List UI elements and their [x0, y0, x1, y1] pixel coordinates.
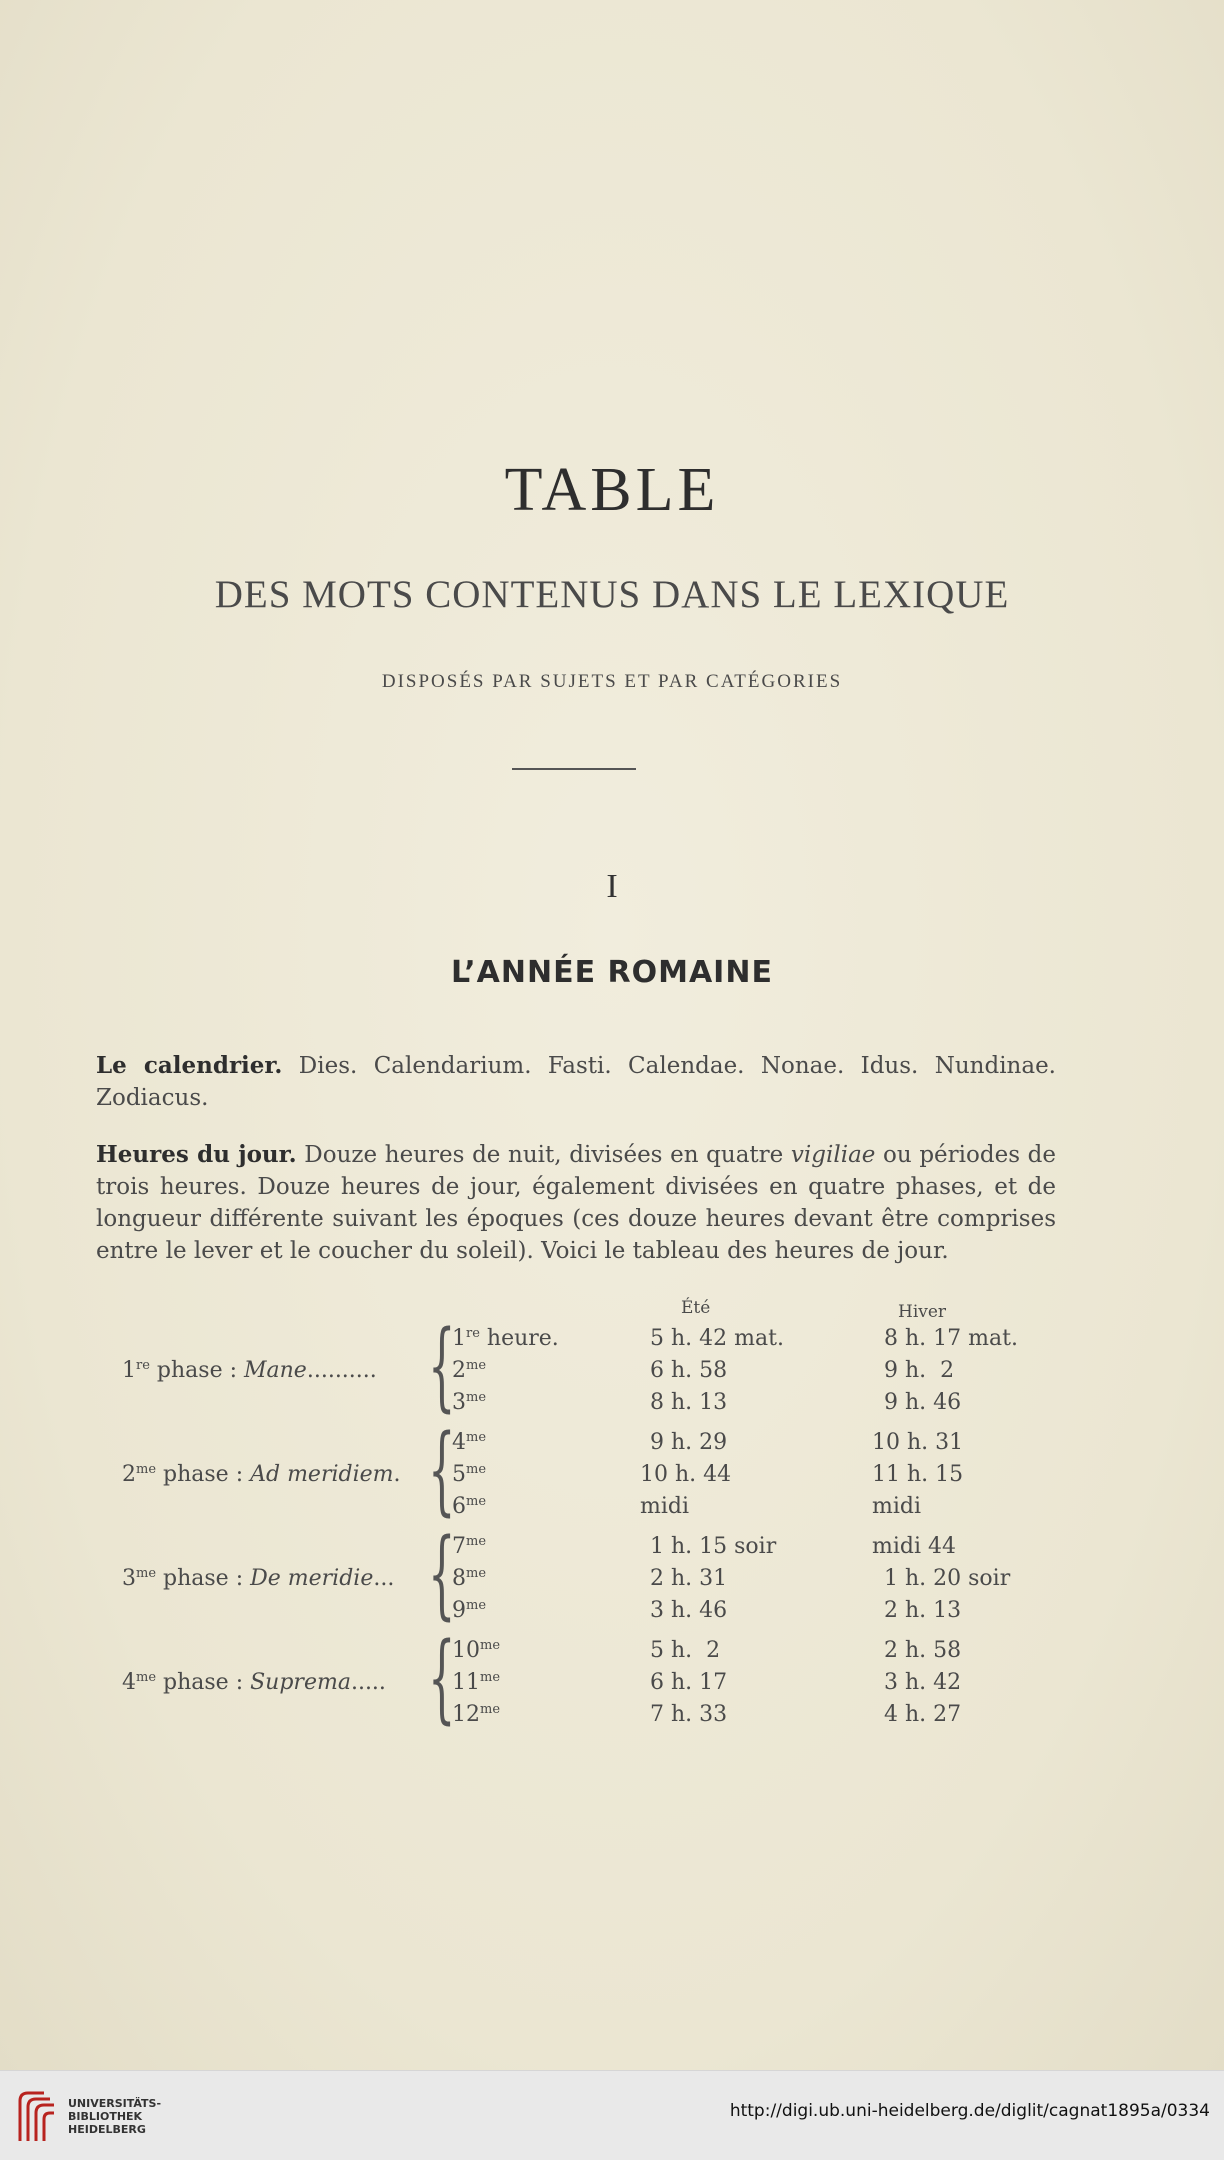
hiver-time: 4 h. 27: [884, 1702, 962, 1727]
hour-ordinal: me: [480, 1702, 501, 1717]
hour-ordinal: me: [466, 1566, 487, 1581]
hour-label: [452, 1390, 486, 1415]
hour-ordinal: me: [466, 1358, 487, 1373]
ete-time: 6 h. 58: [650, 1358, 728, 1383]
hiver-time: 1 h. 20 soir: [884, 1566, 1011, 1591]
hour-label: [452, 1430, 486, 1455]
paragraph-lead: Le calendrier.: [96, 1052, 283, 1079]
hour-label: [452, 1358, 486, 1383]
library-name: [68, 2097, 161, 2136]
phase-word: phase :: [156, 1462, 251, 1487]
hiver-time: 2 h. 13: [884, 1598, 962, 1623]
hour-number: 9: [452, 1598, 466, 1623]
hiver-time: midi: [872, 1494, 922, 1519]
ete-time: 1 h. 15 soir: [650, 1534, 777, 1559]
hour-ordinal: me: [466, 1534, 487, 1549]
phase-number: 3: [122, 1566, 136, 1591]
ete-time: 7 h. 33: [650, 1702, 728, 1727]
hour-label: [452, 1566, 486, 1591]
hiver-time: 2 h. 58: [884, 1638, 962, 1663]
hour-number: 3: [452, 1390, 466, 1415]
ete-time: 5 h. 42 mat.: [650, 1326, 784, 1351]
hour-label: [452, 1494, 486, 1519]
hour-number: 2: [452, 1358, 466, 1383]
phase-label: [122, 1670, 386, 1695]
page-subtitle-secondary: DISPOSÉS PAR SUJETS ET PAR CATÉGORIES: [381, 671, 843, 692]
phase-word: phase :: [156, 1566, 251, 1591]
hour-number: 10: [452, 1638, 480, 1663]
hiver-time: 10 h. 31: [872, 1430, 964, 1455]
phase-ordinal: re: [136, 1358, 150, 1373]
hour-ordinal: me: [480, 1670, 501, 1685]
hour-label: [452, 1462, 486, 1487]
phase-brace: {: [428, 1622, 456, 1734]
phase-number: 2: [122, 1462, 136, 1487]
page-title: TABLE: [504, 456, 720, 524]
phase-ordinal: me: [136, 1670, 157, 1685]
paragraph-italic: vigiliae: [790, 1142, 876, 1168]
phase-dots: ..........: [306, 1358, 377, 1383]
hour-ordinal: me: [480, 1638, 501, 1653]
hiver-time: 9 h. 46: [884, 1390, 962, 1415]
hiver-time: 9 h. 2: [884, 1358, 955, 1383]
hour-label: [452, 1638, 500, 1663]
hour-ordinal: me: [466, 1430, 487, 1445]
hour-label: [452, 1702, 500, 1727]
hiver-time: 11 h. 15: [872, 1462, 964, 1487]
hour-number: 4: [452, 1430, 466, 1455]
column-header-hiver: Hiver: [898, 1302, 947, 1322]
phase-word: phase :: [149, 1358, 244, 1383]
hour-number: 8: [452, 1566, 466, 1591]
phase-dots: .....: [350, 1670, 386, 1695]
hour-label: [452, 1534, 486, 1559]
chapter-number: I: [606, 868, 618, 905]
phase-brace: {: [428, 1310, 456, 1422]
phase-brace: {: [428, 1518, 456, 1630]
phase-brace: {: [428, 1414, 456, 1526]
hour-number: 12: [452, 1702, 480, 1727]
hour-suffix: heure.: [479, 1326, 559, 1351]
hour-number: 7: [452, 1534, 466, 1559]
library-logo-icon: [14, 2087, 58, 2147]
footer-bar: [0, 2070, 1224, 2160]
phase-name: De meridie: [250, 1566, 374, 1591]
page-subtitle: DES MOTS CONTENUS DANS LE LEXIQUE: [214, 573, 1010, 616]
hour-label: [452, 1598, 486, 1623]
phase-dots: .: [393, 1462, 401, 1487]
phase-label: [122, 1358, 377, 1383]
phase-ordinal: me: [136, 1566, 157, 1581]
hour-number: 6: [452, 1494, 466, 1519]
paragraph-lead: Heures du jour.: [96, 1141, 297, 1168]
hour-label: [452, 1326, 559, 1351]
phase-word: phase :: [156, 1670, 251, 1695]
ete-time: 2 h. 31: [650, 1566, 728, 1591]
hiver-time: 8 h. 17 mat.: [884, 1326, 1018, 1351]
phase-ordinal: me: [136, 1462, 157, 1477]
phase-name: Ad meridiem: [250, 1462, 394, 1487]
hiver-time: 3 h. 42: [884, 1670, 962, 1695]
library-name-line: UNIVERSITÄTS-: [68, 2097, 162, 2110]
hiver-time: midi 44: [872, 1534, 957, 1559]
hour-number: 5: [452, 1462, 466, 1487]
source-url-link[interactable]: http://digi.ub.uni-heidelberg.de/diglit/cagnat1895a/0334: [729, 2101, 1210, 2121]
hour-ordinal: me: [466, 1494, 487, 1509]
paragraph-text: Douze heures de nuit, divisées en quatre: [296, 1142, 791, 1168]
hour-label: [452, 1670, 500, 1695]
ete-time: 3 h. 46: [650, 1598, 728, 1623]
phase-name: Suprema: [250, 1670, 351, 1695]
phase-number: 4: [122, 1670, 136, 1695]
section-heading: L’ANNÉE ROMAINE: [451, 955, 773, 990]
hour-ordinal: re: [466, 1326, 480, 1341]
ete-time: 10 h. 44: [640, 1462, 732, 1487]
hour-ordinal: me: [466, 1462, 487, 1477]
library-name-line: BIBLIOTHEK: [68, 2110, 143, 2123]
ete-time: 9 h. 29: [650, 1430, 728, 1455]
hour-ordinal: me: [466, 1598, 487, 1613]
paragraph-text: Dies. Calendarium. Fasti. Calendae. Nonae. Idus. Nundinae. Zodiacus.: [96, 1053, 1056, 1111]
hour-ordinal: me: [466, 1390, 487, 1405]
ete-time: midi: [640, 1494, 690, 1519]
library-name-line: HEIDELBERG: [68, 2123, 146, 2136]
ete-time: 6 h. 17: [650, 1670, 728, 1695]
phase-number: 1: [122, 1358, 136, 1383]
phase-label: [122, 1566, 394, 1591]
phase-label: [122, 1462, 401, 1487]
paragraph-text: ou périodes de trois heures. Douze heures de jour, également divisées en quatre phases, et de longueur différente suivant les époques (ces douze heures devant être comprises entre le lever et le coucher du soleil). Voici le tableau des heures de jour.: [96, 1142, 1056, 1264]
hour-number: 11: [452, 1670, 480, 1695]
hour-number: 1: [452, 1326, 466, 1351]
ete-time: 5 h. 2: [650, 1638, 721, 1663]
ete-time: 8 h. 13: [650, 1390, 728, 1415]
phase-dots: ...: [373, 1566, 395, 1591]
phase-name: Mane: [244, 1358, 307, 1383]
column-header-ete: Été: [681, 1298, 711, 1318]
